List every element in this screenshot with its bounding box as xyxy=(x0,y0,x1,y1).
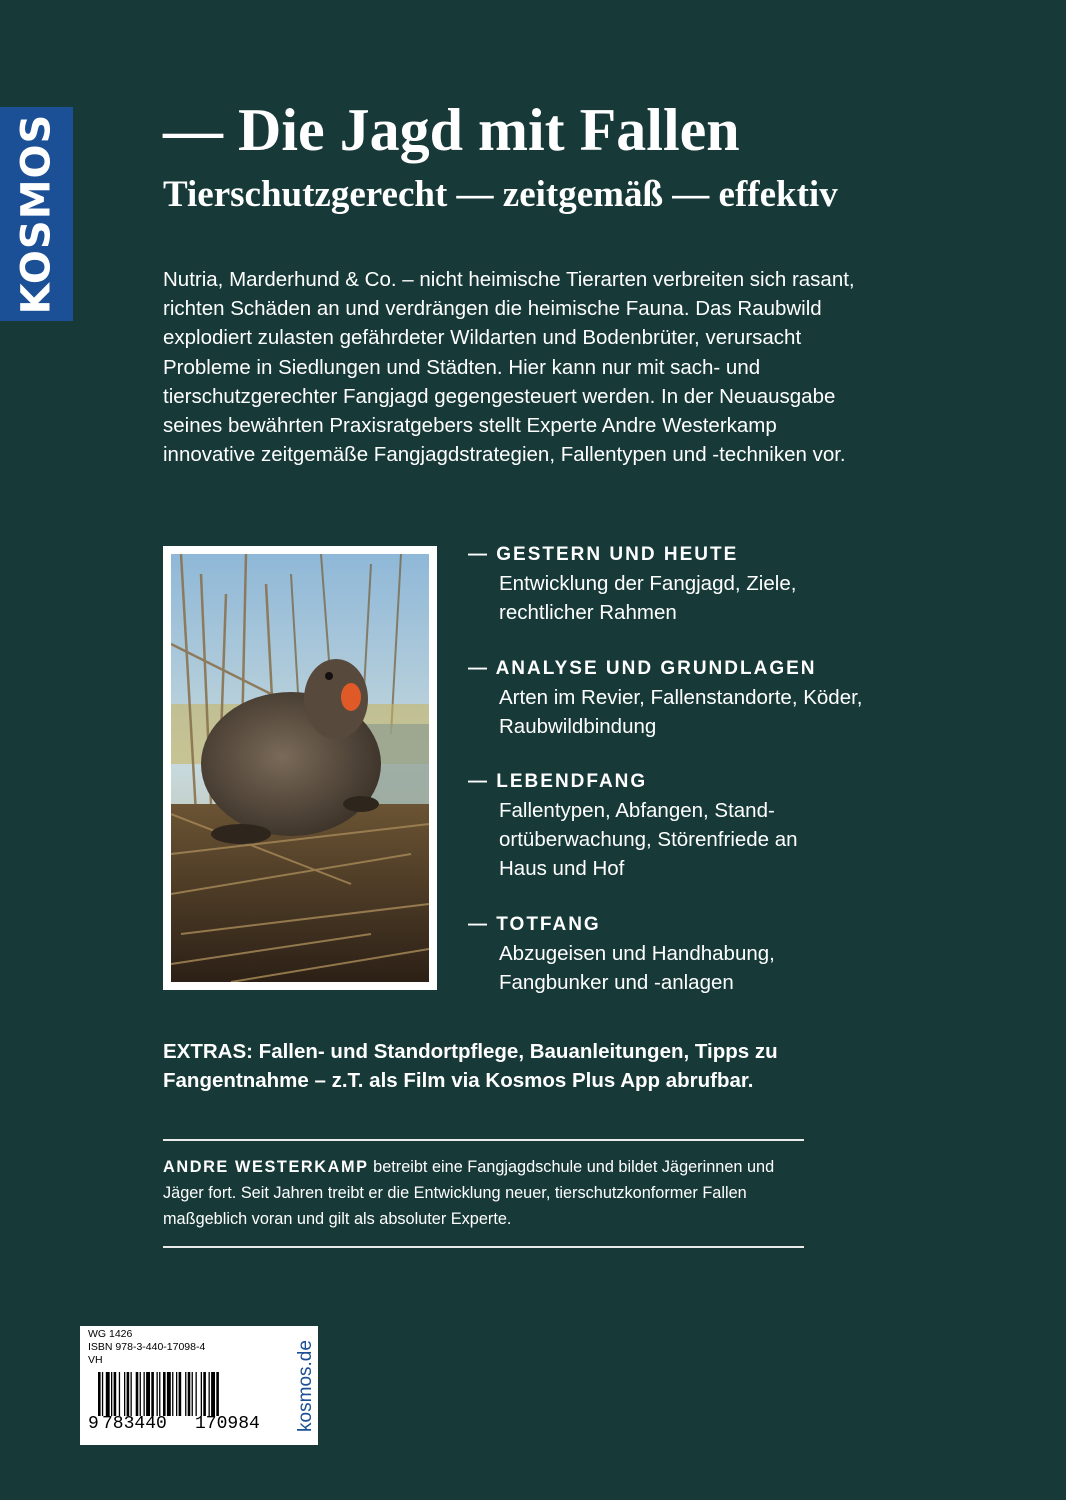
feature-heading: — ANALYSE UND GRUNDLAGEN xyxy=(468,658,817,679)
website-strip xyxy=(293,1326,318,1445)
feature-description: Fallentypen, Abfangen, Stand-ortüberwachung, Störenfriede an Haus und Hof xyxy=(499,799,798,881)
isbn-code: ISBN 978-3-440-17098-4 xyxy=(88,1341,206,1353)
nutria-illustration xyxy=(171,554,429,982)
book-subtitle: Tierschutzgerecht — zeitgemäß — effektiv xyxy=(163,174,838,215)
feature-item xyxy=(468,910,819,997)
feature-heading: — GESTERN UND HEUTE xyxy=(468,544,739,565)
barcode-digits-group2: 170984 xyxy=(195,1414,260,1434)
feature-heading: — LEBENDFANG xyxy=(468,771,648,792)
kosmos-logo: KOSMOS xyxy=(13,113,60,315)
feature-item xyxy=(468,654,868,741)
divider-bottom xyxy=(163,1246,804,1248)
wg-code: WG 1426 xyxy=(88,1328,133,1340)
feature-item xyxy=(468,540,868,627)
feature-heading: — TOTFANG xyxy=(468,914,601,935)
barcode-label xyxy=(80,1326,293,1445)
intro-text: Nutria, Marderhund & Co. – nicht heimische Tierarten verbreiten sich rasant, richten Schäden an und verdrängen die heimische Fauna. Das Raubwild explodiert zulasten gefährdeter Wildarten und Bodenbrüter, verursacht Probleme in Siedlungen und Städten. Hier kann nur mit sach- und tierschutzgerechter Fangjagd gegengesteuert werden. In der Neuausgabe seines bewährten Praxisratgebers stellt Experte Andre Westerkamp innovative zeitgemäße Fangjagdstrategien, Fallentypen und -techniken vor. xyxy=(163,268,855,467)
nutria-photo xyxy=(163,546,437,990)
extras-text: EXTRAS: Fallen- und Standortpflege, Bauanleitungen, Tipps zu Fangentnahme – z.T. als Film via Kosmos Plus App abrufbar. xyxy=(163,1040,778,1093)
barcode-digits-group1: 783440 xyxy=(102,1414,167,1434)
feature-item xyxy=(468,767,819,884)
author-bio-text: betreibt eine Fangjagdschule und bildet Jägerinnen und Jäger fort. Seit Jahren treibt er die Entwicklung neuer, tierschutzkonformer Fallen maßgeblich voran und gilt als absoluter Experte. xyxy=(163,1158,775,1228)
feature-description: Abzugeisen und Handhabung, Fangbunker und -anlagen xyxy=(499,942,775,995)
vh-code: VH xyxy=(88,1354,103,1366)
book-title: — Die Jagd mit Fallen xyxy=(163,97,740,163)
feature-description: Arten im Revier, Fallenstandorte, Köder, Raubwildbindung xyxy=(499,686,863,739)
author-name: ANDRE WESTERKAMP xyxy=(163,1158,369,1176)
divider-top xyxy=(163,1139,804,1141)
feature-description: Entwicklung der Fangjagd, Ziele, rechtlicher Rahmen xyxy=(499,572,797,625)
barcode-graphic xyxy=(86,1372,286,1416)
website-url[interactable]: kosmos.de xyxy=(294,1339,316,1432)
barcode-digit-lead: 9 xyxy=(88,1414,99,1434)
kosmos-logo-tab xyxy=(0,107,73,321)
author-bio xyxy=(163,1154,813,1232)
